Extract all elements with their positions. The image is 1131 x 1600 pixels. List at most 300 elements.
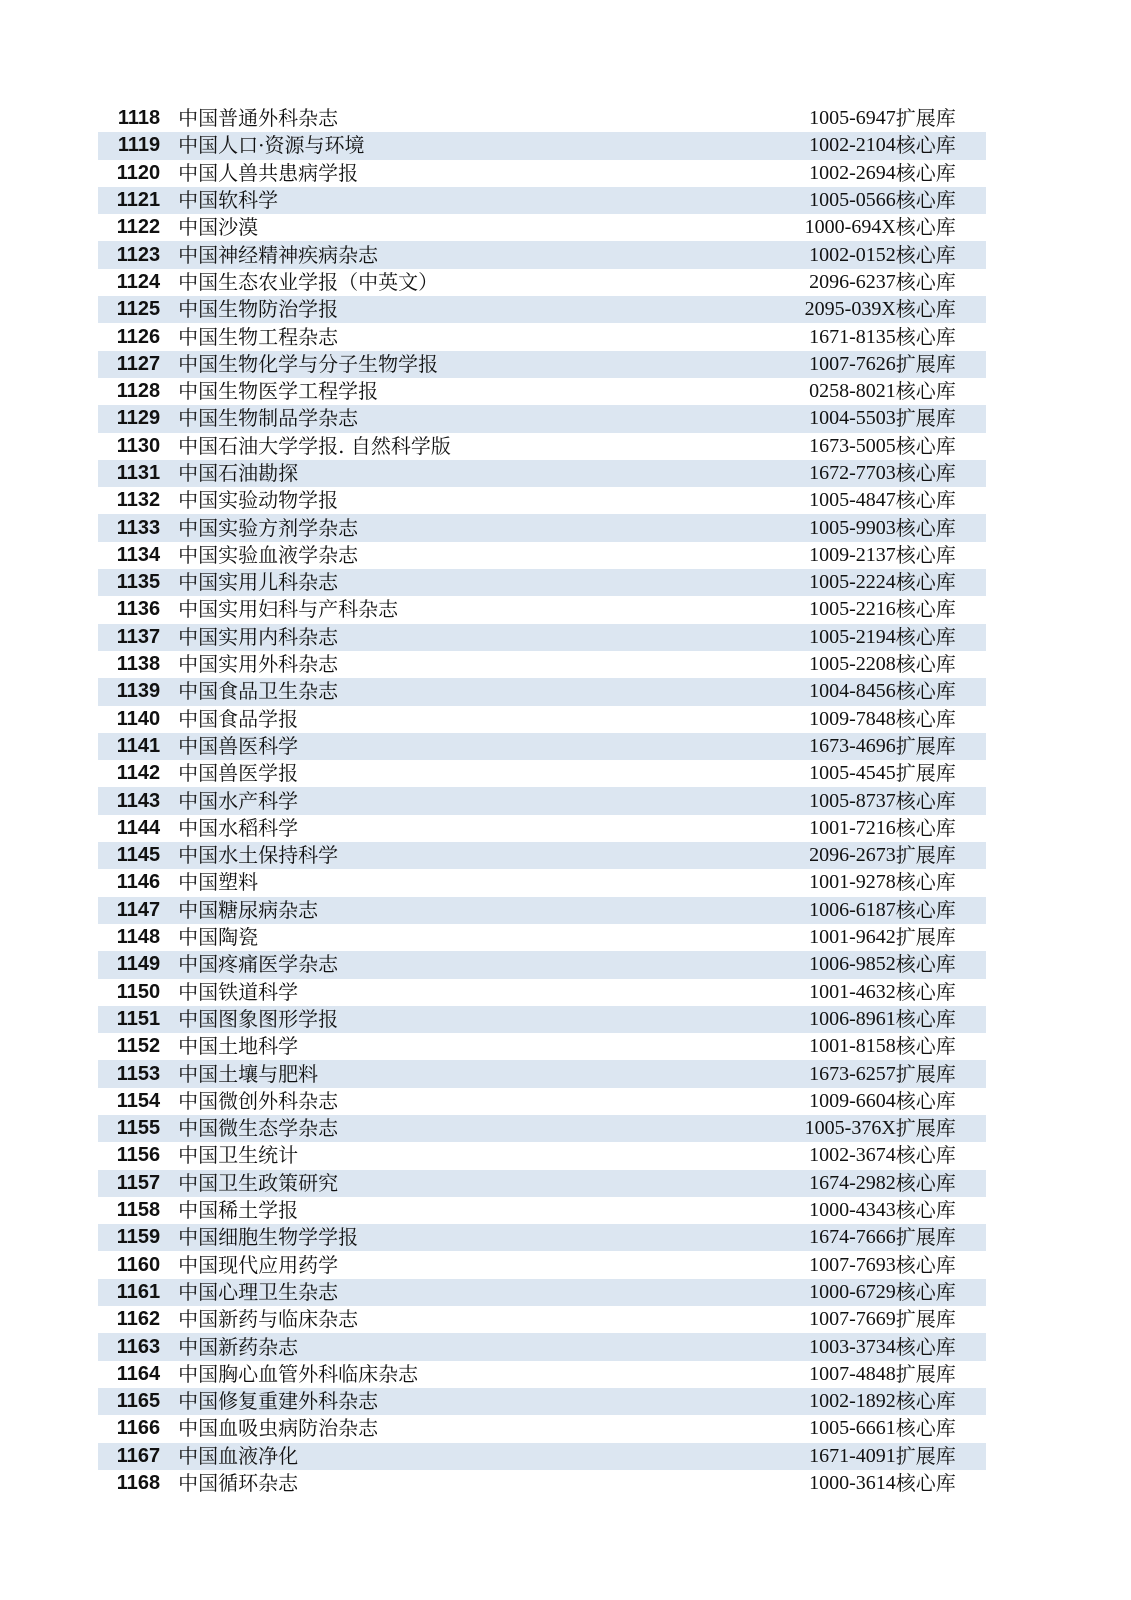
journal-name: 中国实用儿科杂志 — [178, 569, 777, 596]
table-row — [98, 1142, 986, 1169]
table-row — [98, 487, 986, 514]
row-number-cell — [98, 296, 178, 323]
table-row — [98, 787, 986, 814]
row-number: 1168 — [116, 1471, 161, 1494]
table-row — [98, 1224, 986, 1251]
journal-issn: 1005-2208 — [809, 653, 896, 676]
row-number-cell — [98, 1115, 178, 1142]
journal-name: 中国现代应用药学 — [178, 1252, 339, 1277]
library-category: 核心库 — [895, 870, 956, 895]
journal-name: 中国土壤与肥料 — [178, 1060, 777, 1087]
row-number-cell — [98, 1388, 178, 1415]
row-number: 1167 — [116, 1444, 161, 1467]
journal-name: 中国神经精神疾病杂志 — [178, 241, 777, 268]
table-row — [98, 569, 986, 596]
library-category: 核心库 — [895, 652, 956, 677]
row-number: 1125 — [116, 298, 161, 321]
journal-name: 中国实用外科杂志 — [178, 652, 339, 677]
library-category: 核心库 — [896, 569, 986, 596]
row-number: 1135 — [116, 571, 161, 594]
library-category: 核心库 — [896, 897, 986, 924]
journal-name: 中国新药与临床杂志 — [178, 1307, 359, 1332]
journal-name: 中国卫生统计 — [178, 1143, 299, 1168]
row-number-cell — [98, 241, 178, 268]
journal-issn: 1673-4696 — [778, 733, 896, 760]
table-row — [98, 323, 986, 350]
table-row — [98, 1443, 986, 1470]
journal-name: 中国实用内科杂志 — [178, 624, 777, 651]
library-category: 核心库 — [895, 1088, 956, 1113]
table-row — [98, 1306, 986, 1333]
row-number-cell — [98, 187, 178, 214]
row-number-cell — [98, 1361, 178, 1388]
table-row — [98, 706, 986, 733]
library-category: 核心库 — [896, 187, 986, 214]
library-category: 核心库 — [895, 1416, 956, 1441]
table-row — [98, 132, 986, 159]
library-category: 扩展库 — [895, 106, 956, 131]
library-category: 扩展库 — [896, 405, 986, 432]
journal-issn: 1003-3734 — [778, 1333, 896, 1360]
table-row — [98, 1006, 986, 1033]
row-number: 1147 — [116, 898, 161, 921]
library-category: 扩展库 — [896, 1224, 986, 1251]
row-number: 1133 — [116, 516, 161, 539]
journal-issn: 1006-9852 — [778, 951, 896, 978]
row-number: 1129 — [116, 407, 161, 430]
row-number: 1149 — [116, 953, 161, 976]
row-number: 1158 — [116, 1199, 161, 1222]
row-number-cell — [98, 1033, 178, 1060]
library-category: 核心库 — [895, 433, 956, 458]
journal-issn: 1001-9278 — [809, 871, 896, 894]
library-category: 核心库 — [896, 678, 986, 705]
table-row — [98, 651, 986, 678]
row-number-cell — [98, 1279, 178, 1306]
journal-issn: 1009-2137 — [809, 543, 896, 566]
journal-issn: 1004-8456 — [778, 678, 896, 705]
table-row — [98, 105, 986, 132]
journal-issn: 1005-2216 — [809, 598, 896, 621]
row-number-cell — [98, 433, 178, 460]
journal-name: 中国循环杂志 — [178, 1470, 299, 1495]
journal-name: 中国铁道科学 — [178, 979, 299, 1004]
journal-issn: 1009-7848 — [809, 707, 896, 730]
row-number-cell — [98, 487, 178, 514]
row-number: 1153 — [116, 1062, 161, 1085]
journal-issn: 1005-0566 — [778, 187, 896, 214]
journal-name: 中国水产科学 — [178, 787, 777, 814]
row-number: 1162 — [116, 1308, 161, 1331]
table-row — [98, 241, 986, 268]
library-category: 扩展库 — [895, 1307, 956, 1332]
journal-issn: 1005-4847 — [809, 489, 896, 512]
journal-name: 中国图象图形学报 — [178, 1006, 777, 1033]
journal-issn: 1009-6604 — [809, 1089, 896, 1112]
journal-issn: 1006-8961 — [778, 1006, 896, 1033]
journal-issn: 1672-7703 — [778, 460, 896, 487]
table-row — [98, 678, 986, 705]
row-number-cell — [98, 1224, 178, 1251]
library-category: 核心库 — [896, 1170, 986, 1197]
journal-issn: 0258-8021 — [809, 380, 896, 403]
row-number-cell — [98, 1415, 178, 1442]
journal-issn: 1007-7669 — [809, 1308, 896, 1331]
row-number-cell — [98, 323, 178, 350]
library-category: 核心库 — [896, 1279, 986, 1306]
row-number-cell — [98, 1251, 178, 1278]
journal-name: 中国实用妇科与产科杂志 — [178, 597, 399, 622]
journal-name: 中国水土保持科学 — [178, 842, 777, 869]
journal-issn: 1000-694X — [804, 216, 896, 239]
journal-name: 中国胸心血管外科临床杂志 — [178, 1361, 419, 1386]
row-number-cell — [98, 269, 178, 296]
row-number: 1138 — [116, 653, 161, 676]
journal-issn: 1004-5503 — [778, 405, 896, 432]
journal-name: 中国微生态学杂志 — [178, 1115, 777, 1142]
row-number-cell — [98, 1170, 178, 1197]
row-number-cell — [98, 1142, 178, 1169]
table-row — [98, 624, 986, 651]
row-number: 1146 — [116, 871, 161, 894]
table-row — [98, 405, 986, 432]
library-category: 核心库 — [895, 215, 956, 240]
table-row — [98, 979, 986, 1006]
journal-issn: 2096-2673 — [778, 842, 896, 869]
library-category: 核心库 — [895, 1143, 956, 1168]
journal-issn: 2096-6237 — [809, 270, 896, 293]
library-category: 核心库 — [895, 1198, 956, 1223]
table-row — [98, 869, 986, 896]
row-number: 1124 — [116, 270, 161, 293]
row-number: 1136 — [116, 598, 161, 621]
row-number: 1159 — [116, 1226, 161, 1249]
table-row — [98, 514, 986, 541]
journal-issn: 1671-4091 — [778, 1443, 896, 1470]
row-number: 1152 — [116, 1035, 161, 1058]
journal-name: 中国生物工程杂志 — [178, 324, 339, 349]
journal-name: 中国生物防治学报 — [178, 296, 777, 323]
journal-issn: 2095-039X — [778, 296, 896, 323]
row-number: 1121 — [116, 189, 161, 212]
library-category: 扩展库 — [896, 1443, 986, 1470]
table-row — [98, 1279, 986, 1306]
journal-name: 中国生物化学与分子生物学报 — [178, 351, 777, 378]
row-number: 1163 — [116, 1335, 161, 1358]
row-number-cell — [98, 760, 178, 787]
journal-issn: 1002-0152 — [778, 241, 896, 268]
library-category: 扩展库 — [895, 1361, 956, 1386]
journal-issn: 1005-6947 — [809, 107, 896, 130]
journal-issn: 1673-6257 — [778, 1060, 896, 1087]
table-row — [98, 815, 986, 842]
row-number: 1128 — [116, 380, 161, 403]
journal-issn: 1002-2694 — [809, 161, 896, 184]
journal-name: 中国新药杂志 — [178, 1333, 777, 1360]
row-number-cell — [98, 706, 178, 733]
row-number: 1160 — [116, 1253, 161, 1276]
library-category: 核心库 — [895, 1470, 956, 1495]
table-row — [98, 269, 986, 296]
journal-name: 中国人口·资源与环境 — [178, 132, 777, 159]
table-row — [98, 1470, 986, 1497]
table-row — [98, 160, 986, 187]
journal-issn: 1000-4343 — [809, 1199, 896, 1222]
journal-name: 中国糖尿病杂志 — [178, 897, 777, 924]
library-category: 扩展库 — [896, 733, 986, 760]
table-row — [98, 378, 986, 405]
library-category: 核心库 — [895, 597, 956, 622]
journal-name: 中国普通外科杂志 — [178, 106, 339, 131]
row-number-cell — [98, 1333, 178, 1360]
row-number: 1144 — [116, 816, 161, 839]
row-number: 1156 — [116, 1144, 161, 1167]
journal-issn: 1002-1892 — [778, 1388, 896, 1415]
library-category: 扩展库 — [896, 1115, 986, 1142]
library-category: 核心库 — [896, 460, 986, 487]
table-row — [98, 351, 986, 378]
library-category: 核心库 — [896, 787, 986, 814]
journal-issn: 1001-9642 — [809, 926, 896, 949]
library-category: 核心库 — [896, 951, 986, 978]
journal-name: 中国水稻科学 — [178, 815, 299, 840]
row-number: 1142 — [116, 762, 161, 785]
journal-issn: 1005-8737 — [778, 787, 896, 814]
row-number-cell — [98, 514, 178, 541]
table-row — [98, 924, 986, 951]
journal-issn: 1007-7626 — [778, 351, 896, 378]
table-row — [98, 1033, 986, 1060]
row-number: 1164 — [116, 1362, 161, 1385]
journal-name: 中国兽医科学 — [178, 733, 777, 760]
journal-name: 中国微创外科杂志 — [178, 1088, 339, 1113]
table-row — [98, 1060, 986, 1087]
journal-name: 中国兽医学报 — [178, 761, 299, 786]
journal-name: 中国卫生政策研究 — [178, 1170, 777, 1197]
library-category: 核心库 — [895, 979, 956, 1004]
row-number-cell — [98, 1006, 178, 1033]
table-row — [98, 1361, 986, 1388]
row-number: 1155 — [116, 1117, 161, 1140]
row-number: 1132 — [116, 489, 161, 512]
journal-issn: 1674-7666 — [778, 1224, 896, 1251]
row-number-cell — [98, 869, 178, 896]
library-category: 核心库 — [896, 1333, 986, 1360]
table-row — [98, 187, 986, 214]
table-row — [98, 1415, 986, 1442]
library-category: 核心库 — [896, 624, 986, 651]
library-category: 扩展库 — [896, 351, 986, 378]
journal-issn: 1000-3614 — [809, 1471, 896, 1494]
row-number: 1123 — [116, 243, 161, 266]
table-row — [98, 1197, 986, 1224]
row-number-cell — [98, 160, 178, 187]
row-number: 1130 — [116, 434, 161, 457]
journal-name: 中国沙漠 — [178, 215, 259, 240]
table-row — [98, 951, 986, 978]
row-number-cell — [98, 924, 178, 951]
journal-issn: 1671-8135 — [809, 325, 896, 348]
table-row — [98, 733, 986, 760]
row-number-cell — [98, 1306, 178, 1333]
row-number: 1137 — [116, 625, 161, 648]
row-number: 1139 — [116, 680, 161, 703]
row-number: 1118 — [117, 107, 161, 130]
row-number: 1154 — [116, 1089, 161, 1112]
row-number-cell — [98, 815, 178, 842]
journal-name: 中国修复重建外科杂志 — [178, 1388, 777, 1415]
row-number: 1165 — [116, 1390, 161, 1413]
journal-name: 中国塑料 — [178, 870, 259, 895]
journal-name: 中国生物医学工程学报 — [178, 379, 379, 404]
row-number-cell — [98, 1443, 178, 1470]
journal-name: 中国食品学报 — [178, 706, 299, 731]
row-number: 1145 — [116, 844, 161, 867]
library-category: 扩展库 — [895, 761, 956, 786]
row-number: 1166 — [116, 1417, 161, 1440]
journal-issn: 1002-3674 — [809, 1144, 896, 1167]
journal-name: 中国稀土学报 — [178, 1198, 299, 1223]
journal-name: 中国心理卫生杂志 — [178, 1279, 777, 1306]
journal-issn: 1005-2194 — [778, 624, 896, 651]
table-row — [98, 897, 986, 924]
row-number: 1151 — [116, 1007, 161, 1030]
journal-name: 中国血吸虫病防治杂志 — [178, 1416, 379, 1441]
journal-name: 中国实验方剂学杂志 — [178, 514, 777, 541]
library-category: 核心库 — [896, 241, 986, 268]
row-number-cell — [98, 132, 178, 159]
row-number: 1134 — [116, 543, 161, 566]
library-category: 核心库 — [896, 1388, 986, 1415]
row-number-cell — [98, 897, 178, 924]
row-number-cell — [98, 596, 178, 623]
row-number: 1148 — [116, 926, 161, 949]
row-number: 1140 — [116, 707, 161, 730]
library-category: 核心库 — [895, 160, 956, 185]
journal-name: 中国实验血液学杂志 — [178, 542, 359, 567]
library-category: 核心库 — [895, 379, 956, 404]
row-number: 1127 — [116, 352, 161, 375]
journal-issn: 1674-2982 — [778, 1170, 896, 1197]
library-category: 扩展库 — [896, 842, 986, 869]
row-number: 1161 — [116, 1280, 161, 1303]
row-number-cell — [98, 569, 178, 596]
library-category: 核心库 — [895, 324, 956, 349]
table-row — [98, 296, 986, 323]
table-row — [98, 596, 986, 623]
library-category: 核心库 — [896, 132, 986, 159]
row-number-cell — [98, 1470, 178, 1497]
row-number-cell — [98, 1088, 178, 1115]
library-category: 扩展库 — [896, 1060, 986, 1087]
table-row — [98, 1251, 986, 1278]
journal-name: 中国陶瓷 — [178, 925, 259, 950]
row-number-cell — [98, 624, 178, 651]
row-number-cell — [98, 979, 178, 1006]
row-number-cell — [98, 842, 178, 869]
journal-name: 中国人兽共患病学报 — [178, 160, 359, 185]
journal-issn: 1673-5005 — [809, 434, 896, 457]
row-number-cell — [98, 1060, 178, 1087]
library-category: 核心库 — [895, 1034, 956, 1059]
library-category: 核心库 — [896, 1006, 986, 1033]
table-row — [98, 760, 986, 787]
library-category: 核心库 — [895, 488, 956, 513]
row-number: 1120 — [116, 161, 161, 184]
library-category: 核心库 — [895, 542, 956, 567]
journal-name: 中国生物制品学杂志 — [178, 405, 777, 432]
library-category: 核心库 — [895, 269, 956, 294]
row-number-cell — [98, 651, 178, 678]
row-number-cell — [98, 214, 178, 241]
row-number-cell — [98, 951, 178, 978]
table-row — [98, 1088, 986, 1115]
library-category: 扩展库 — [895, 925, 956, 950]
table-row — [98, 433, 986, 460]
journal-list-table — [98, 105, 986, 1497]
row-number-cell — [98, 351, 178, 378]
row-number-cell — [98, 1197, 178, 1224]
table-row — [98, 214, 986, 241]
row-number: 1122 — [116, 216, 161, 239]
journal-name: 中国石油勘探 — [178, 460, 777, 487]
journal-issn: 1006-6187 — [778, 897, 896, 924]
row-number-cell — [98, 678, 178, 705]
library-category: 核心库 — [896, 514, 986, 541]
journal-issn: 1002-2104 — [778, 132, 896, 159]
journal-name: 中国实验动物学报 — [178, 488, 339, 513]
table-row — [98, 1170, 986, 1197]
row-number: 1157 — [116, 1171, 161, 1194]
row-number: 1131 — [116, 462, 161, 484]
row-number: 1141 — [116, 734, 161, 757]
library-category: 核心库 — [895, 815, 956, 840]
row-number-cell — [98, 460, 178, 487]
journal-issn: 1001-7216 — [809, 816, 896, 839]
journal-issn: 1005-376X — [778, 1115, 896, 1142]
table-row — [98, 460, 986, 487]
journal-name: 中国细胞生物学学报 — [178, 1224, 777, 1251]
table-row — [98, 1333, 986, 1360]
journal-name: 中国生态农业学报（中英文） — [178, 269, 439, 294]
row-number-cell — [98, 542, 178, 569]
journal-issn: 1005-9903 — [778, 514, 896, 541]
row-number-cell — [98, 405, 178, 432]
row-number: 1126 — [116, 325, 161, 348]
journal-issn: 1000-6729 — [778, 1279, 896, 1306]
journal-issn: 1007-7693 — [809, 1253, 896, 1276]
journal-name: 中国疼痛医学杂志 — [178, 951, 777, 978]
row-number-cell — [98, 105, 178, 132]
journal-list-body — [98, 105, 986, 1497]
row-number: 1150 — [116, 980, 161, 1003]
journal-issn: 1005-2224 — [778, 569, 896, 596]
journal-name: 中国软科学 — [178, 187, 777, 214]
table-row — [98, 842, 986, 869]
journal-name: 中国土地科学 — [178, 1034, 299, 1059]
row-number: 1119 — [117, 134, 161, 157]
row-number-cell — [98, 787, 178, 814]
row-number-cell — [98, 733, 178, 760]
journal-name: 中国食品卫生杂志 — [178, 678, 777, 705]
journal-issn: 1007-4848 — [809, 1362, 896, 1385]
journal-name: 中国血液净化 — [178, 1443, 777, 1470]
table-row — [98, 542, 986, 569]
journal-issn: 1001-4632 — [809, 980, 896, 1003]
library-category: 核心库 — [895, 1252, 956, 1277]
journal-issn: 1001-8158 — [809, 1035, 896, 1058]
table-row — [98, 1388, 986, 1415]
